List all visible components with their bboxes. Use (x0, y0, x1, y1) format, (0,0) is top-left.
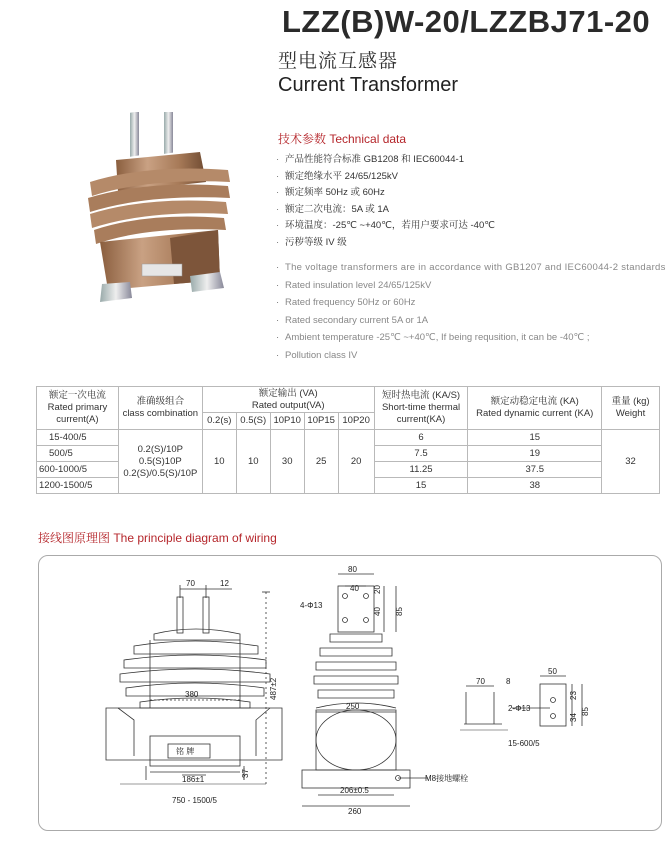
cell-current: 15-400/5 (37, 430, 119, 446)
dim-label: 85 (395, 607, 404, 616)
dim-label: 70 (186, 579, 195, 588)
dim-label: 8 (506, 677, 511, 686)
header-rated-output: 额定输出 (VA) Rated output(VA) (202, 387, 374, 413)
dim-label: 70 (476, 677, 485, 686)
list-item: · 污秽等级 IV 级 (274, 235, 664, 252)
cell-thermal: 11.25 (374, 462, 468, 478)
dim-label: 206±0.5 (340, 786, 369, 795)
dim-label: 250 (346, 702, 360, 711)
dim-label: 34 (569, 713, 578, 722)
header-weight: 重量 (kg) Weight (602, 387, 660, 430)
dim-label: 380 (185, 690, 199, 699)
list-item: · 额定绝缘水平 24/65/125kV (274, 169, 664, 186)
list-item: · Ambient temperature -25℃ ~+40℃, If being requsition, it can be -40℃ ; (274, 330, 666, 347)
cell-current: 500/5 (37, 446, 119, 462)
cell-output: 10 (236, 430, 270, 494)
dim-label: 487±2 (269, 677, 278, 700)
front-caption: 750 - 1500/5 (172, 796, 217, 805)
header-thermal-current: 短时热电流 (KA/S) Short-time thermal current(KA) (374, 387, 468, 430)
header-output-sub: 10P15 (304, 413, 338, 430)
dim-label: 186±1 (182, 775, 205, 784)
cell-dynamic: 38 (468, 478, 602, 494)
list-item: · The voltage transformers are in accordance with GB1207 and IEC60044-2 standards (274, 260, 666, 277)
header-accuracy: 准确级组合 class combination (118, 387, 202, 430)
cell-dynamic: 15 (468, 430, 602, 446)
wiring-heading: 接线图原理图 The principle diagram of wiring (38, 531, 277, 545)
dim-label: 37 (241, 769, 250, 778)
list-item: · 额定二次电流：5A 或 1A (274, 202, 664, 219)
detail-view-labels (476, 667, 590, 748)
detail-caption: 15-600/5 (508, 739, 540, 748)
chinese-title: 型电流互感器 (278, 51, 399, 72)
header-output-sub: 0.2(s) (202, 413, 236, 430)
cell-thermal: 6 (374, 430, 468, 446)
english-title: Current Transformer (278, 74, 459, 96)
dim-label: 85 (581, 707, 590, 716)
cell-weight: 32 (602, 430, 660, 494)
list-item: · 产品性能符合标准 GB1208 和 IEC60044-1 (274, 152, 664, 169)
header-dynamic-current: 额定动稳定电流 (KA) Rated dynamic current (KA) (468, 387, 602, 430)
header-primary-current: 额定一次电流 Rated primary current(A) (37, 387, 119, 430)
cell-dynamic: 37.5 (468, 462, 602, 478)
cell-thermal: 15 (374, 478, 468, 494)
dim-label: 40 (373, 607, 382, 616)
hole-label: 4-Φ13 (300, 601, 323, 610)
cell-dynamic: 19 (468, 446, 602, 462)
dim-label: 50 (548, 667, 557, 676)
cell-current: 1200-1500/5 (37, 478, 119, 494)
list-item: · 环境温度：-25℃ ~+40℃，若用户要求可达 -40℃ (274, 218, 664, 235)
cell-output: 10 (202, 430, 236, 494)
dim-label: 80 (348, 565, 357, 574)
dim-label: 260 (348, 807, 362, 816)
technical-data-heading: 技术参数 Technical data (278, 132, 407, 146)
cell-output: 25 (304, 430, 338, 494)
list-item: · Rated secondary current 5A or 1A (274, 313, 666, 330)
list-item: · 额定频率 50Hz 或 60Hz (274, 185, 664, 202)
cell-output: 20 (338, 430, 374, 494)
dim-label: 23 (569, 691, 578, 700)
header-output-sub: 10P20 (338, 413, 374, 430)
cell-current: 600-1000/5 (37, 462, 119, 478)
cell-thermal: 7.5 (374, 446, 468, 462)
list-item: · Pollution class IV (274, 348, 666, 365)
front-view-labels (172, 579, 278, 805)
header-output-sub: 10P10 (270, 413, 304, 430)
list-item: · Rated insulation level 24/65/125kV (274, 278, 666, 295)
ground-label: M8接地螺栓 (425, 774, 469, 783)
model-title: LZZ(B)W-20/LZZBJ71-20 (282, 4, 651, 39)
cell-accuracy: 0.2(S)/10P 0.5(S)10P 0.2(S)/0.5(S)/10P (118, 430, 202, 494)
dim-label: 12 (220, 579, 229, 588)
list-item: · Rated frequency 50Hz or 60Hz (274, 295, 666, 312)
dim-label: 40 (350, 584, 359, 593)
header-output-sub: 0.5(S) (236, 413, 270, 430)
cell-output: 30 (270, 430, 304, 494)
hole-label: 2-Φ13 (508, 704, 531, 713)
nameplate-label: 铭 牌 (176, 747, 195, 756)
dim-label: 20 (373, 585, 382, 594)
